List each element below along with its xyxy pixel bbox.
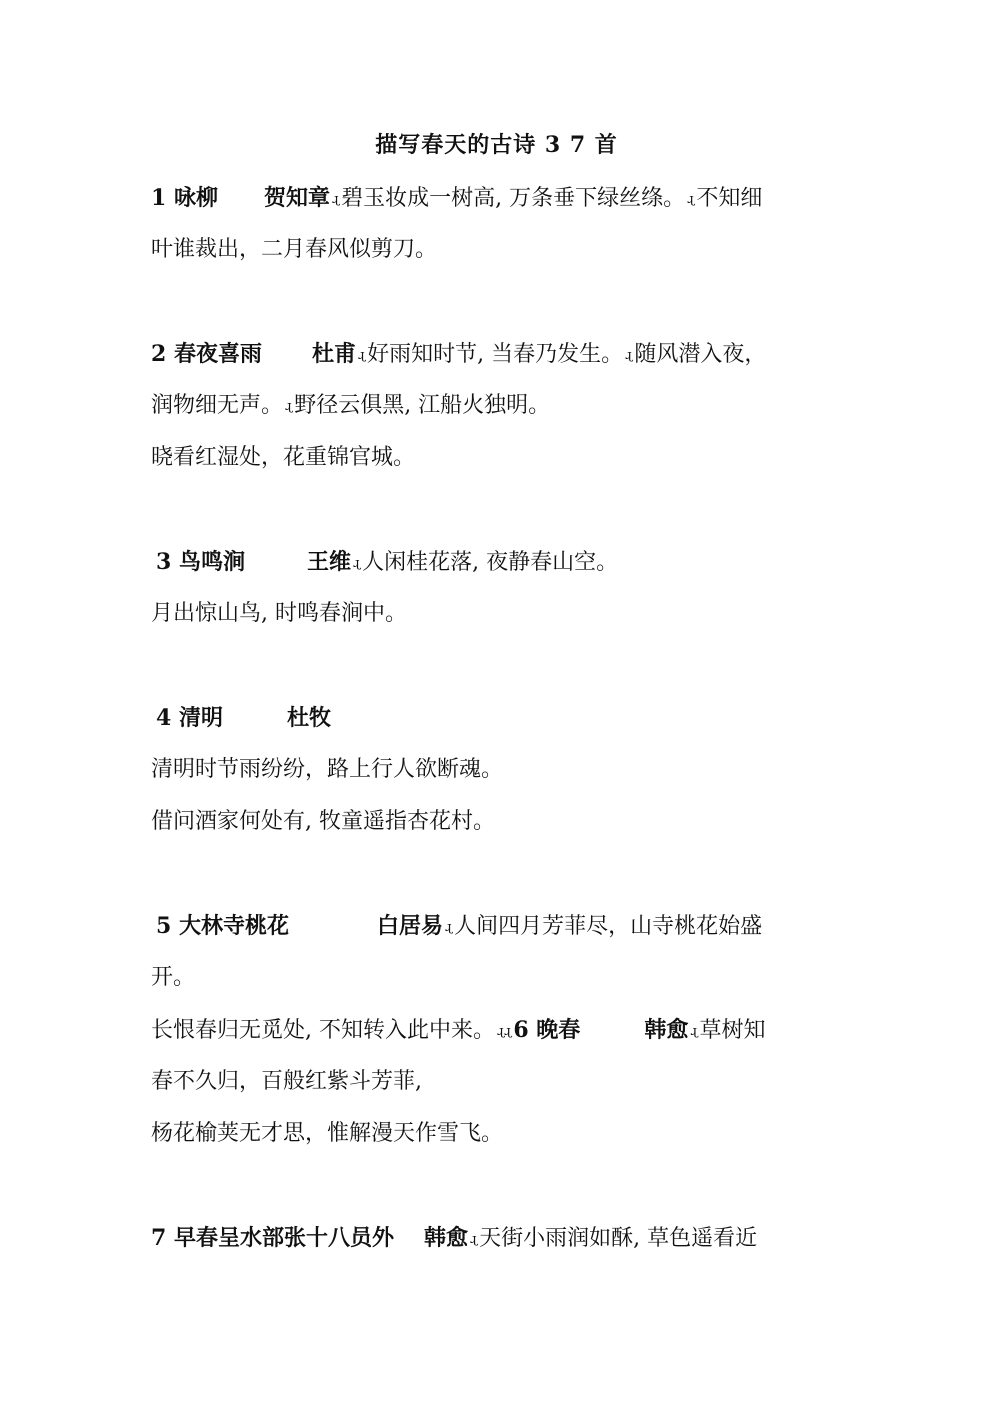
- poem-4-header-line: [156, 703, 856, 734]
- poem-4-title: 4 清明: [156, 705, 223, 731]
- poem-2-line-4: 野径云俱黑, 江船火独明。: [294, 393, 551, 418]
- poem-3-title: 3 鸟鸣涧: [156, 549, 245, 575]
- poem-4-row-2: [151, 755, 851, 785]
- poem-1-header-line: [151, 183, 851, 215]
- poem-2-line-5: 晓看红湿处，花重锦官城。: [151, 445, 416, 470]
- paragraph-mark: ɻ: [469, 1232, 478, 1247]
- poem-2-author: 杜甫: [311, 341, 356, 367]
- paragraph-mark: ɻ: [444, 920, 453, 935]
- poem-2-title: 2 春夜喜雨: [151, 341, 262, 367]
- poem-4-line-2: 借问酒家何处有, 牧童遥指杏花村。: [151, 809, 495, 834]
- paragraph-mark: ɻ: [687, 192, 695, 207]
- poem-1-title: 1 咏柳: [151, 185, 218, 211]
- poem-4-line-1: 清明时节雨纷纷，路上行人欲断魂。: [151, 757, 504, 782]
- poem-3-line-2: 月出惊山鸟, 时鸣春涧中。: [151, 601, 407, 626]
- poem-5-title: 5 大林寺桃花: [156, 913, 289, 939]
- poem-4-row-3: [151, 807, 851, 837]
- poem-6-line-2: 春不久归，百般红紫斗芳菲,: [151, 1069, 422, 1094]
- paragraph-mark: ɻ: [357, 348, 366, 363]
- poem-5-header-line: [156, 911, 856, 943]
- poem-2-row-2: [151, 391, 851, 422]
- poem-5-line-1: 人间四月芳菲尽，山寺桃花始盛: [454, 914, 763, 939]
- poem-7-line-1: 天街小雨润如酥, 草色遥看近: [479, 1226, 758, 1251]
- poem-2-line-2: 随风潜入夜，: [634, 342, 767, 367]
- poem-3-author: 王维: [306, 549, 351, 575]
- poem-6-row-3: [151, 1119, 851, 1149]
- paragraph-mark: ɻ: [690, 1024, 698, 1039]
- paragraph-mark-double: ɻɻ: [497, 1024, 512, 1039]
- paragraph-mark: ɻ: [331, 192, 340, 207]
- poem-6-row-2: [151, 1067, 851, 1097]
- poem-7-title: 7 早春呈水部张十八员外: [151, 1225, 394, 1251]
- poem-7-header-line: [151, 1223, 851, 1255]
- poem-2-line-3: 润物细无声。: [151, 393, 284, 418]
- poem-5-line-2: 开。: [151, 965, 196, 990]
- page-title: 描写春天的古诗 3 7 首: [375, 132, 618, 158]
- poem-6-author: 韩愈: [644, 1017, 689, 1043]
- poem-1-line-2: 不知细: [696, 186, 763, 211]
- poem-5-author: 白居易: [376, 913, 443, 939]
- poem-5-row-2: [151, 963, 851, 993]
- paragraph-mark: ɻ: [285, 399, 293, 414]
- poem-7-author: 韩愈: [423, 1225, 468, 1251]
- poem-5-6-row: [151, 1015, 851, 1047]
- poem-3-line-1: 人闲桂花落, 夜静春山空。: [362, 550, 619, 575]
- poem-1-author: 贺知章: [263, 185, 330, 211]
- poem-1-line-3: 叶谁裁出，二月春风似剪刀。: [151, 237, 438, 262]
- poem-4-author: 杜牧: [286, 705, 331, 731]
- poem-2-row-3: [151, 443, 851, 473]
- poem-3-row-2: [151, 599, 851, 629]
- poem-1-line-3-row: [151, 235, 851, 265]
- poem-2-line-1: 好雨知时节, 当春乃发生。: [367, 342, 624, 367]
- poem-2-header-line: [151, 339, 851, 371]
- poem-6-title: 6 晚春: [513, 1017, 581, 1043]
- poem-3-header-line: [156, 547, 856, 579]
- poem-1-line-1: 碧玉妆成一树高, 万条垂下绿丝绦。: [341, 186, 686, 211]
- poem-6-line-3: 杨花榆荚无才思，惟解漫天作雪飞。: [151, 1121, 504, 1146]
- paragraph-mark: ɻ: [352, 556, 361, 571]
- paragraph-mark: ɻ: [625, 348, 633, 363]
- poem-5-line-3: 长恨春归无觅处, 不知转入此中来。: [151, 1018, 495, 1043]
- poem-6-line-1: 草树知: [699, 1018, 766, 1043]
